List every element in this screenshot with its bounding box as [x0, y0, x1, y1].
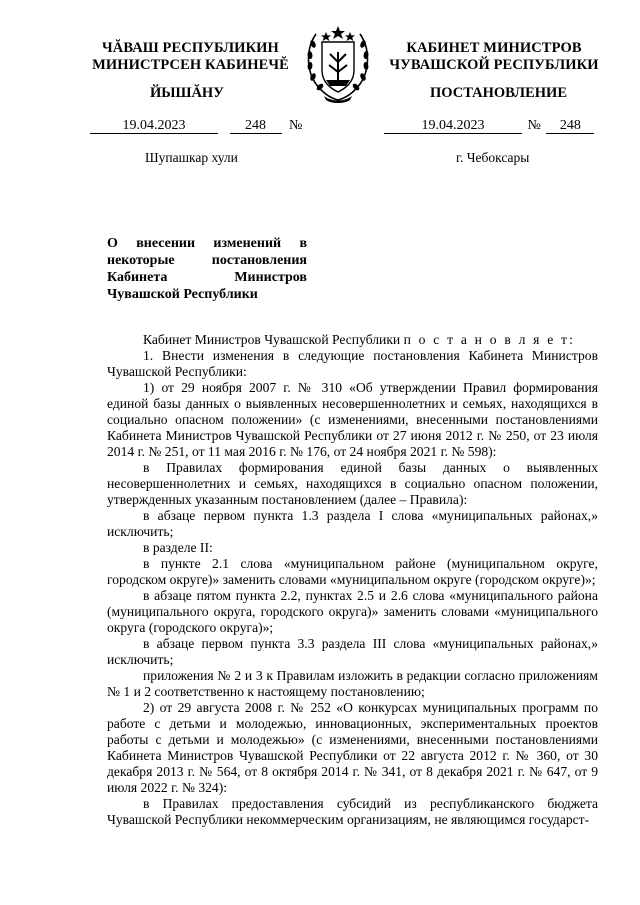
paragraph: 1) от 29 ноября 2007 г. № 310 «Об утверждении Правил формирования единой базы данных о выявленных несовершеннолетних и семьях, находящихся в социально опасном положении» (с изменениями, внесенными постановлениями Кабинета Министров Чувашской Республики от 27 июня 2012 г. № 250, от 23 июля 2014 г. № 251, от 11 мая 2016 г. № 176, от 24 ноября 2021 г. № 598): — [107, 380, 598, 459]
no-sign-right: № — [527, 118, 541, 133]
paragraph: в Правилах предоставления субсидий из республиканского бюджета Чувашской Республики некоммерческим организациям, не являющимся государст- — [107, 796, 598, 827]
header-right-line1: КАБИНЕТ МИНИСТРОВ — [406, 40, 582, 56]
document-subject: О внесении изменений в некоторые постановления Кабинета Министров Чувашской Республики — [107, 236, 307, 302]
paragraph: в разделе II: — [143, 540, 213, 555]
paragraph: в абзаце пятом пункта 2.2, пунктах 2.5 и 2.6 слова «муниципального района (муниципального округа, городского округа)» заменить словами «муниципального округа (городского округа)»; — [107, 588, 598, 635]
intro-lead: Кабинет Министров Чувашской Республики — [143, 332, 404, 347]
number-line-right — [384, 118, 594, 134]
date-right: 19.04.2023 — [384, 118, 522, 134]
number-line-left — [90, 118, 302, 134]
date-left: 19.04.2023 — [90, 118, 218, 134]
doctype-right: ПОСТАНОВЛЕНИЕ — [430, 85, 568, 101]
number-left: 248 — [230, 118, 282, 134]
header-left-line2: МИНИСТРСЕН КАБИНЕЧĔ — [92, 57, 289, 73]
place-right: г. Чебоксары — [456, 150, 530, 165]
paragraph: 2) от 29 августа 2008 г. № 252 «О конкурсах муниципальных программ по работе с детьми и молодежью, инновационных, экспериментальных проектов работы с детьми и молодежью» (с изменениями, внесенными постановлениями Кабинета Министров Чувашской Республики от 22 августа 2012 г. № 360, от 30 декабря 2013 г. № 564, от 8 октября 2014 г. № 341, от 8 декабря 2021 г. № 647, от 9 июля 2022 г. № 324): — [107, 700, 598, 795]
paragraph: 1. Внести изменения в следующие постановления Кабинета Министров Чувашской Республики: — [107, 348, 598, 379]
header-left-line1: ЧĂВАШ РЕСПУБЛИКИН — [102, 40, 279, 56]
no-sign-left: № — [289, 118, 303, 133]
coat-of-arms-icon — [300, 22, 376, 106]
header-right-title — [384, 40, 604, 74]
intro-paragraph — [107, 332, 598, 348]
paragraph: в пункте 2.1 слова «муниципальном районе (муниципальном округе, городском округе)» заменить словами «муниципальном округе (городском округе)»; — [107, 556, 598, 587]
paragraph: приложения № 2 и 3 к Правилам изложить в редакции согласно приложениям № 1 и 2 соответственно к настоящему постановлению; — [107, 668, 598, 699]
header-right-line2: ЧУВАШСКОЙ РЕСПУБЛИКИ — [389, 57, 599, 73]
paragraph: в абзаце первом пункта 3.3 раздела III слова «муниципальных районах,» исключить; — [107, 636, 598, 667]
number-right: 248 — [546, 118, 594, 134]
document-body — [107, 332, 598, 828]
paragraph: в абзаце первом пункта 1.3 раздела I слова «муниципальных районах,» исключить; — [107, 508, 598, 539]
intro-spaced: п о с т а н о в л я е т: — [403, 332, 576, 347]
paragraph: в Правилах формирования единой базы данных о выявленных несовершеннолетних и семьях, находящихся в социально опасном положении, утвержденных указанным постановлением (далее – Правила): — [107, 460, 598, 507]
place-left: Шупашкар хули — [145, 150, 238, 165]
doctype-left: ЙЫШĂНУ — [150, 85, 224, 101]
header-left-title — [88, 40, 293, 74]
